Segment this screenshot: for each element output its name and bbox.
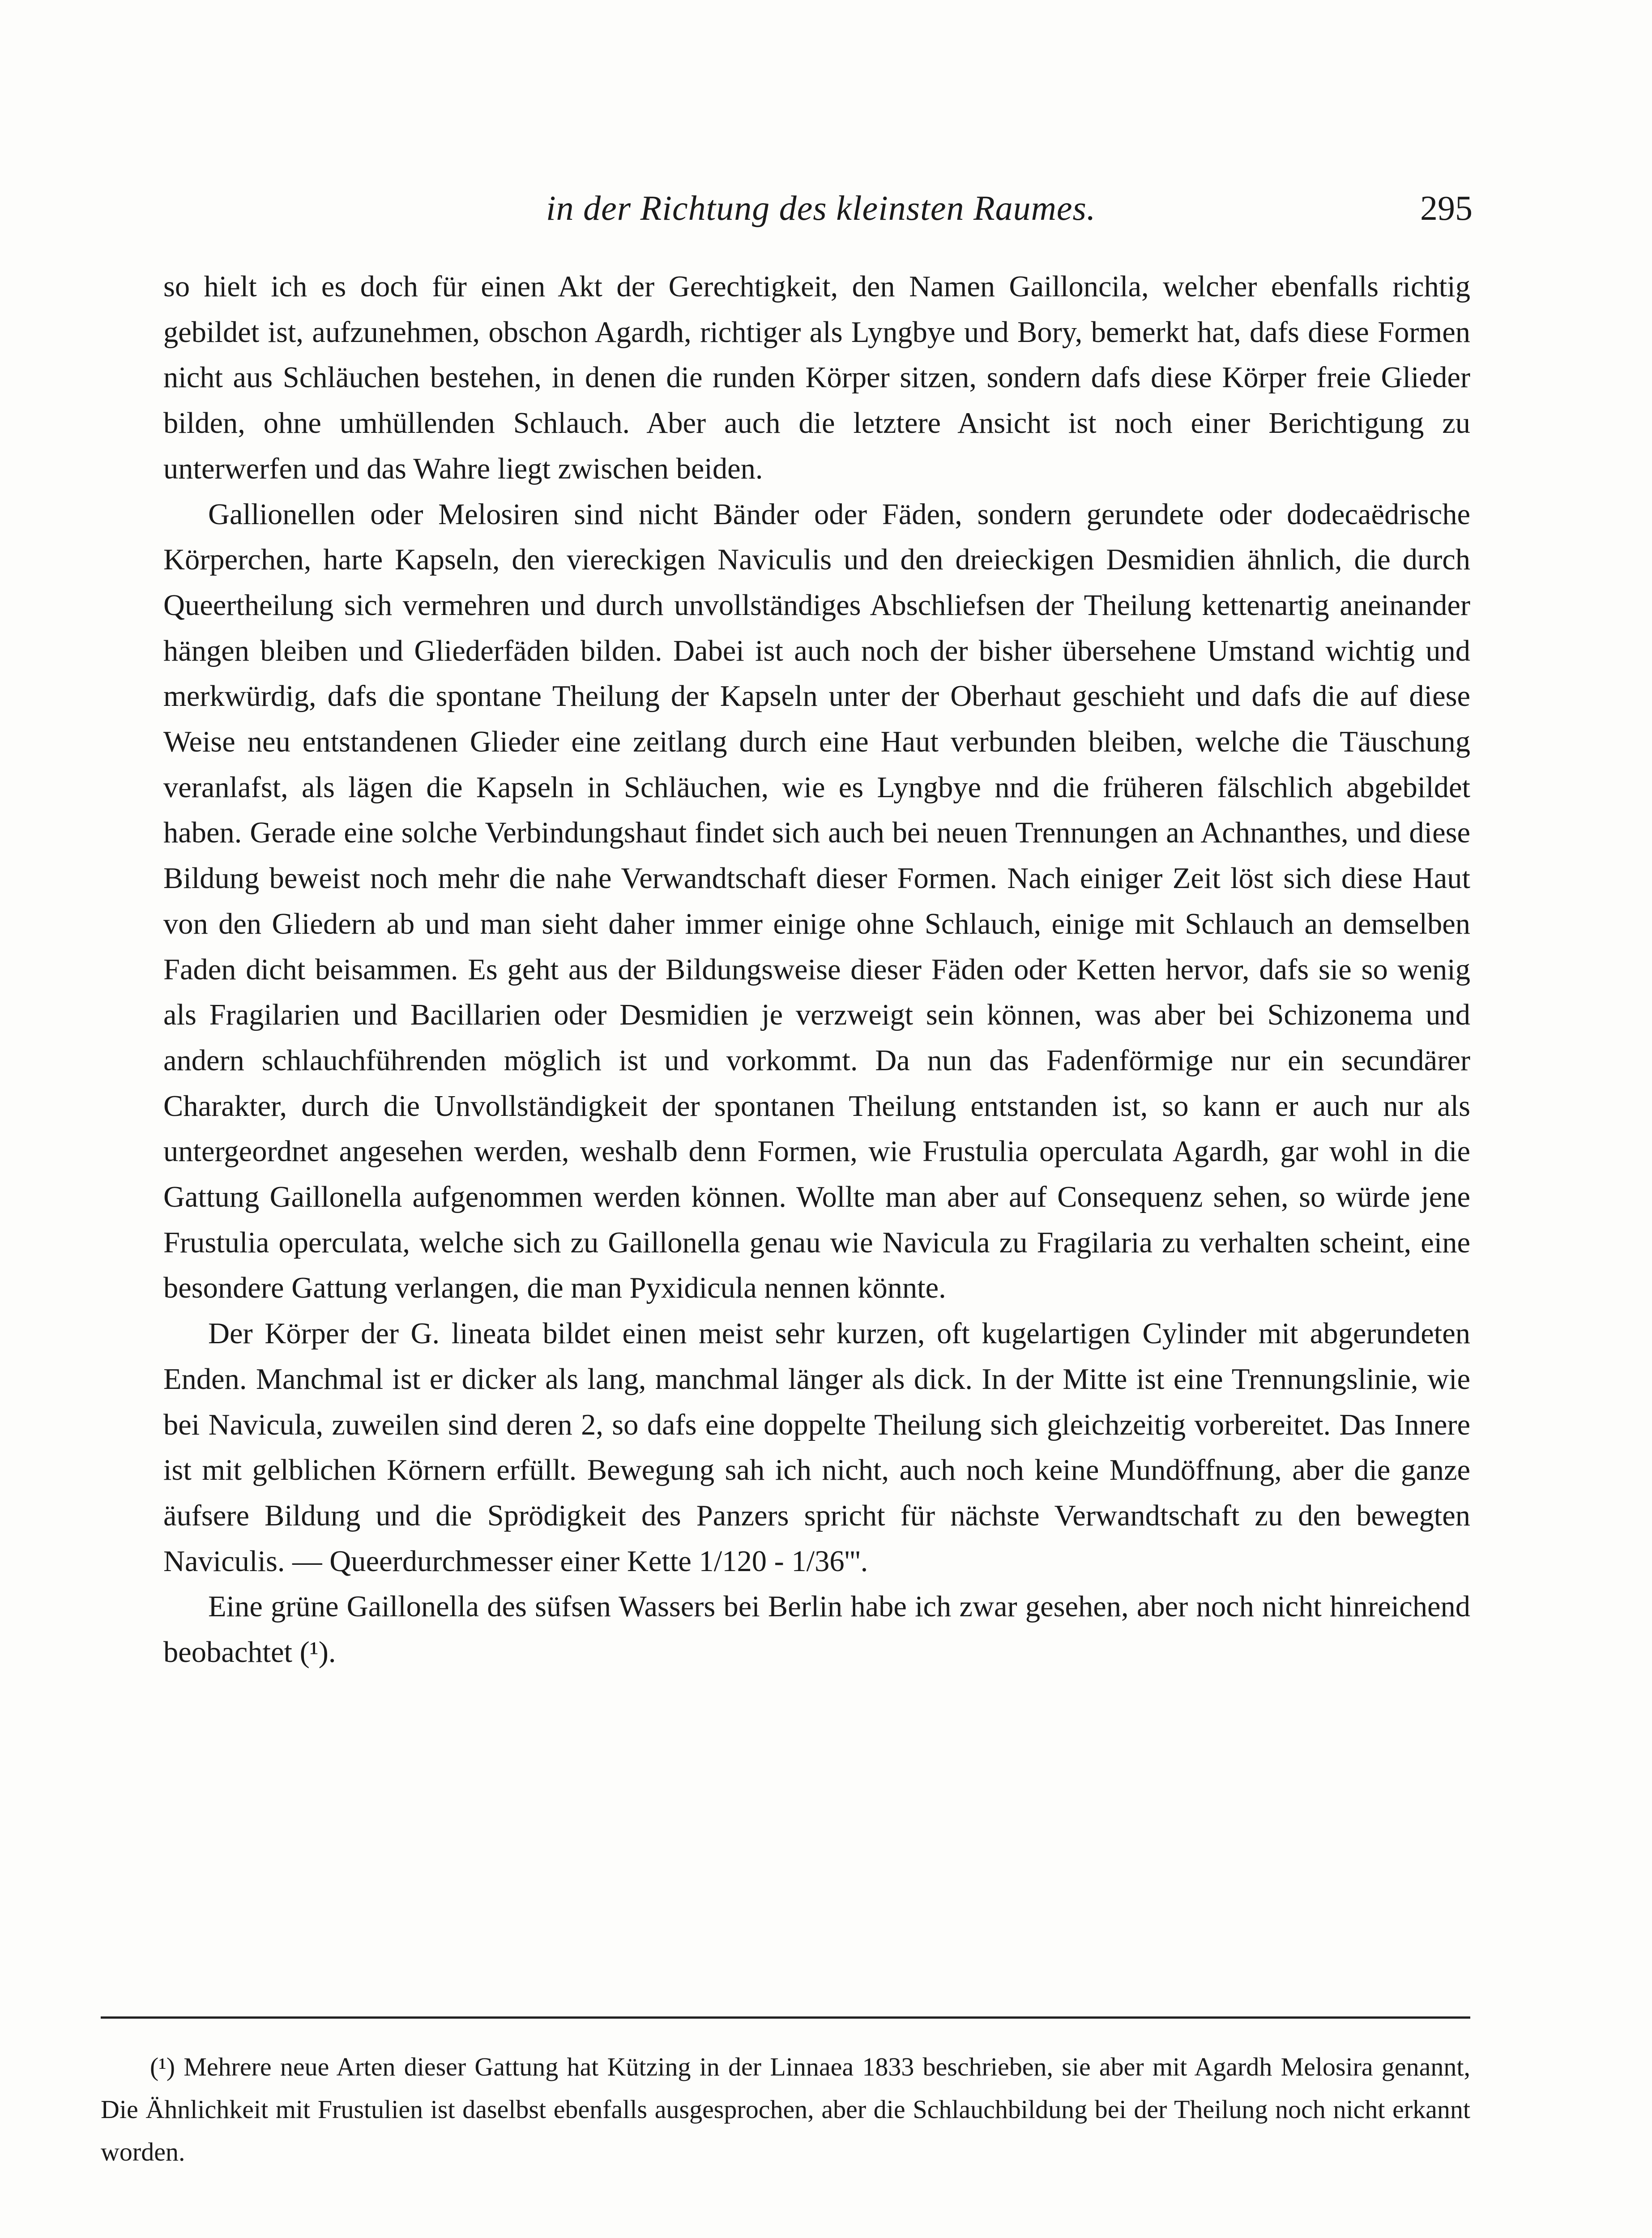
paragraph-3: Der Körper der G. lineata bildet einen meist sehr kurzen, oft kugelartigen Cylinder mit abgerundeten Enden. Manchmal ist er dicker als lang, manchmal länger als dick. In der Mitte ist eine Trennungslinie, wie bei Navicula, zuweilen sind deren 2, so dafs eine doppelte Theilung sich gleichzeitig vorbereitet. Das Innere ist mit gelblichen Körnern erfüllt. Bewegung sah ich nicht, auch noch keine Mundöffnung, aber die ganze äufsere Bildung und die Sprödigkeit des Panzers spricht für nächste Verwandtschaft zu den bewegten Naviculis. — Queerdurchmesser einer Kette 1/120 - 1/36'''. [163,1317,1470,1578]
footnote-text: (¹) Mehrere neue Arten dieser Gattung hat Kützing in der Linnaea 1833 beschrieben, sie aber mit Agardh Melosira genannt, Die Ähnlichkeit mit Frustulien ist daselbst ebenfalls ausgesprochen, aber die Schlauchbildung bei der Theilung noch nicht erkannt worden. [101,2052,1470,2166]
paragraph-2: Gallionellen oder Melosiren sind nicht Bänder oder Fäden, sondern gerundete oder dodecaëdrische Körperchen, harte Kapseln, den viereckigen Naviculis und den dreieckigen Desmidien ähnlich, die durch Queertheilung sich vermehren und durch unvollständiges Abschliefsen der Theilung kettenartig aneinander hängen bleiben und Gliederfäden bilden. Dabei ist auch noch der bisher übersehene Umstand wichtig und merkwürdig, dafs die spontane Theilung der Kapseln unter der Oberhaut geschieht und dafs die auf diese Weise neu entstandenen Glieder eine zeitlang durch eine Haut verbunden bleiben, welche die Täuschung veranlafst, als lägen die Kapseln in Schläuchen, wie es Lyngbye nnd die früheren fälschlich abgebildet haben. Gerade eine solche Verbindungshaut findet sich auch bei neuen Trennungen an Achnanthes, und diese Bildung beweist noch mehr die nahe Verwandtschaft dieser Formen. Nach einiger Zeit löst sich diese Haut von den Gliedern ab und man sieht daher immer einige ohne Schlauch, einige mit Schlauch an demselben Faden dicht beisammen. Es geht aus der Bildungsweise dieser Fäden oder Ketten hervor, dafs sie so wenig als Fragilarien und Bacillarien oder Desmidien je verzweigt sein können, was aber bei Schizonema und andern schlauchführenden möglich ist und vorkommt. Da nun das Fadenförmige nur ein secundärer Charakter, durch die Unvollständigkeit der spontanen Theilung entstanden ist, so kann er auch nur als untergeordnet angesehen werden, weshalb denn Formen, wie Frustulia operculata Agardh, gar wohl in die Gattung Gaillonella aufgenommen werden können. Wollte man aber auf Consequenz sehen, so würde jene Frustulia operculata, welche sich zu Gaillonella genau wie Navicula zu Fragilaria zu verhalten scheint, eine besondere Gattung verlangen, die man Pyxidicula nennen könnte. [163,498,1470,1305]
footnote [101,2046,1470,2173]
paragraph-1: so hielt ich es doch für einen Akt der Gerechtigkeit, den Namen Gailloncila, welcher ebenfalls richtig gebildet ist, aufzunehmen, obschon Agardh, richtiger als Lyngbye und Bory, bemerkt hat, dafs diese Formen nicht aus Schläuchen bestehen, in denen die runden Körper sitzen, sondern dafs diese Körper freie Glieder bilden, ohne umhüllenden Schlauch. Aber auch die letztere Ansicht ist noch einer Berichtigung zu unterwerfen und das Wahre liegt zwischen beiden. [163,270,1470,485]
page-number: 295 [1420,188,1473,227]
page-header [161,188,1473,242]
main-text [163,264,1470,1675]
running-head: in der Richtung des kleinsten Raumes. [546,188,1096,227]
paragraph-4: Eine grüne Gaillonella des süfsen Wassers bei Berlin habe ich zwar gesehen, aber noch nicht hinreichend beobachtet (¹). [163,1590,1470,1669]
footnote-divider [101,2016,1470,2019]
